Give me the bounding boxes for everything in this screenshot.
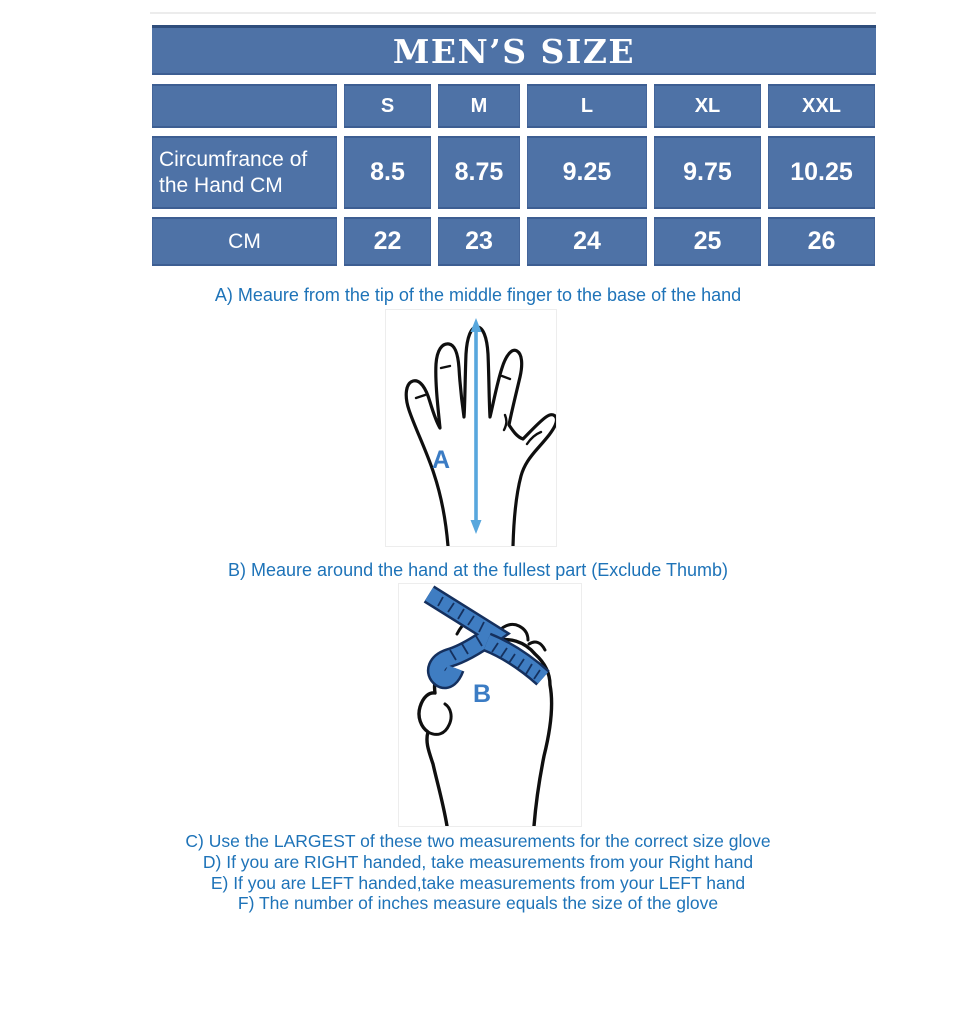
- column-header-xl: XL: [654, 84, 761, 128]
- value-cell: 8.5: [344, 136, 431, 209]
- top-divider: [150, 12, 876, 14]
- value-cell: 9.25: [527, 136, 647, 209]
- column-header-s: S: [344, 84, 431, 128]
- value-cell: 24: [527, 217, 647, 266]
- instruction-d: D) If you are RIGHT handed, take measurements from your Right hand: [202, 851, 754, 872]
- instruction-a: A) Meaure from the tip of the middle finger to the base of the hand: [214, 285, 742, 305]
- value-cell: 26: [768, 217, 875, 266]
- row-label-circumference: Circumfrance of the Hand CM: [152, 136, 337, 209]
- column-header-m: M: [438, 84, 520, 128]
- value-cell: 9.75: [654, 136, 761, 209]
- hand-label-a: A: [432, 446, 451, 474]
- value-cell: 25: [654, 217, 761, 266]
- hand-measure-diagram: [386, 310, 556, 546]
- instructions-block: [0, 831, 956, 914]
- fist-diagram-figure: [398, 583, 582, 827]
- column-header-xxl: XXL: [768, 84, 875, 128]
- fist-label-b: B: [473, 680, 492, 708]
- instruction-b: B) Meaure around the hand at the fullest part (Exclude Thumb): [228, 560, 728, 580]
- size-chart-table: [152, 84, 876, 266]
- value-cell: 22: [344, 217, 431, 266]
- instruction-f: F) The number of inches measure equals the size of the glove: [237, 893, 719, 914]
- hand-diagram-figure: [385, 309, 557, 547]
- row-label-cm: CM: [152, 217, 337, 266]
- corner-cell: [152, 84, 337, 128]
- instruction-e: E) If you are LEFT handed,take measurements from your LEFT hand: [210, 872, 746, 893]
- table-title: MEN’S SIZE: [392, 32, 636, 71]
- value-cell: 23: [438, 217, 520, 266]
- value-cell: 10.25: [768, 136, 875, 209]
- value-cell: 8.75: [438, 136, 520, 209]
- instruction-c: C) Use the LARGEST of these two measurements for the correct size glove: [185, 831, 771, 851]
- fist-tape-diagram: [399, 584, 581, 826]
- column-header-l: L: [527, 84, 647, 128]
- table-title-bar: [152, 25, 876, 75]
